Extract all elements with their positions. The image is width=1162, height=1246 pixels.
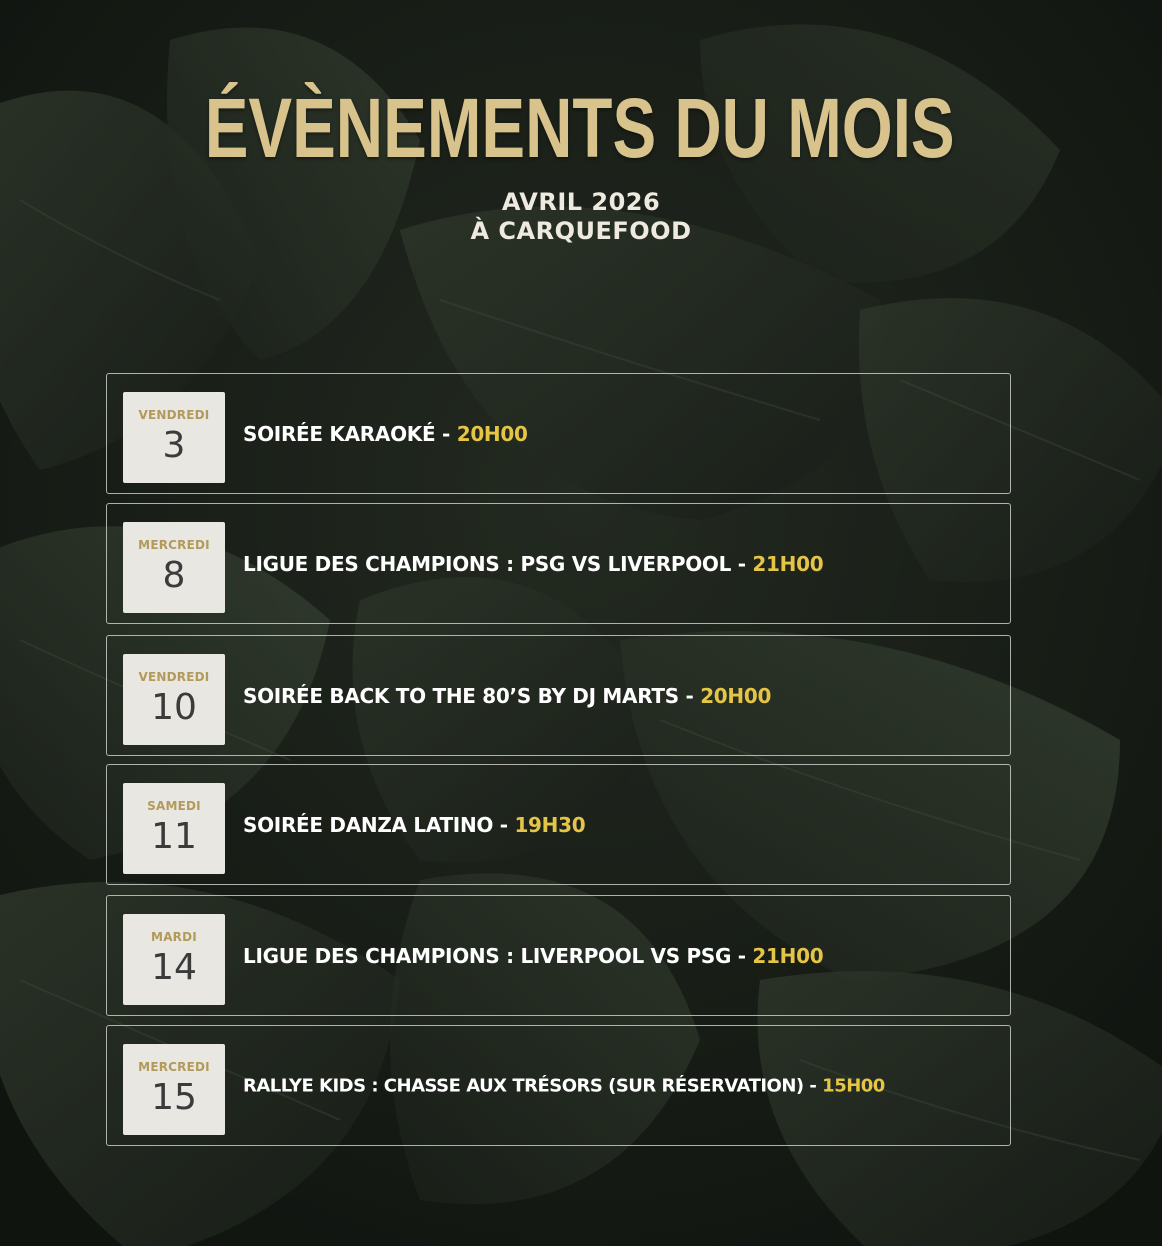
event-row	[106, 635, 1011, 756]
event-label	[243, 552, 823, 576]
day-number: 3	[162, 425, 186, 466]
date-card	[123, 522, 225, 613]
weekday-label: VENDREDI	[138, 670, 210, 684]
day-number: 10	[151, 687, 197, 728]
month-subtitle: AVRIL 2026	[501, 188, 661, 216]
event-row	[106, 1025, 1011, 1146]
page-title: ÉVÈNEMENTS DU MOIS	[204, 81, 955, 175]
day-number: 8	[162, 555, 186, 596]
event-row	[106, 373, 1011, 494]
event-title: SOIRÉE KARAOKÉ -	[243, 421, 451, 446]
event-title: LIGUE DES CHAMPIONS : LIVERPOOL VS PSG -	[243, 943, 746, 968]
event-label	[243, 684, 771, 708]
weekday-label: SAMEDI	[147, 799, 201, 813]
event-title: RALLYE KIDS : CHASSE AUX TRÉSORS (SUR RÉSERVATION) -	[243, 1075, 817, 1096]
event-time: 15H00	[822, 1075, 885, 1096]
event-label	[243, 1075, 885, 1096]
date-card	[123, 1044, 225, 1135]
event-row	[106, 764, 1011, 885]
weekday-label: MERCREDI	[138, 1060, 210, 1074]
weekday-label: MERCREDI	[138, 538, 210, 552]
event-row	[106, 503, 1011, 624]
event-time: 20H00	[456, 421, 528, 446]
event-title: SOIRÉE BACK TO THE 80’S BY DJ MARTS -	[243, 683, 694, 708]
event-time: 19H30	[514, 812, 586, 837]
date-card	[123, 914, 225, 1005]
day-number: 11	[151, 816, 197, 857]
event-time: 21H00	[752, 551, 824, 576]
weekday-label: VENDREDI	[138, 408, 210, 422]
event-row	[106, 895, 1011, 1016]
date-card	[123, 392, 225, 483]
day-number: 15	[151, 1077, 197, 1118]
event-label	[243, 422, 528, 446]
event-title: LIGUE DES CHAMPIONS : PSG VS LIVERPOOL -	[243, 551, 746, 576]
event-label	[243, 944, 823, 968]
location-subtitle: À CARQUEFOOD	[470, 217, 692, 245]
event-label	[243, 813, 585, 837]
date-card	[123, 654, 225, 745]
day-number: 14	[151, 947, 197, 988]
event-time: 20H00	[700, 683, 772, 708]
weekday-label: MARDI	[151, 930, 197, 944]
event-time: 21H00	[752, 943, 824, 968]
date-card	[123, 783, 225, 874]
event-title: SOIRÉE DANZA LATINO -	[243, 812, 508, 837]
